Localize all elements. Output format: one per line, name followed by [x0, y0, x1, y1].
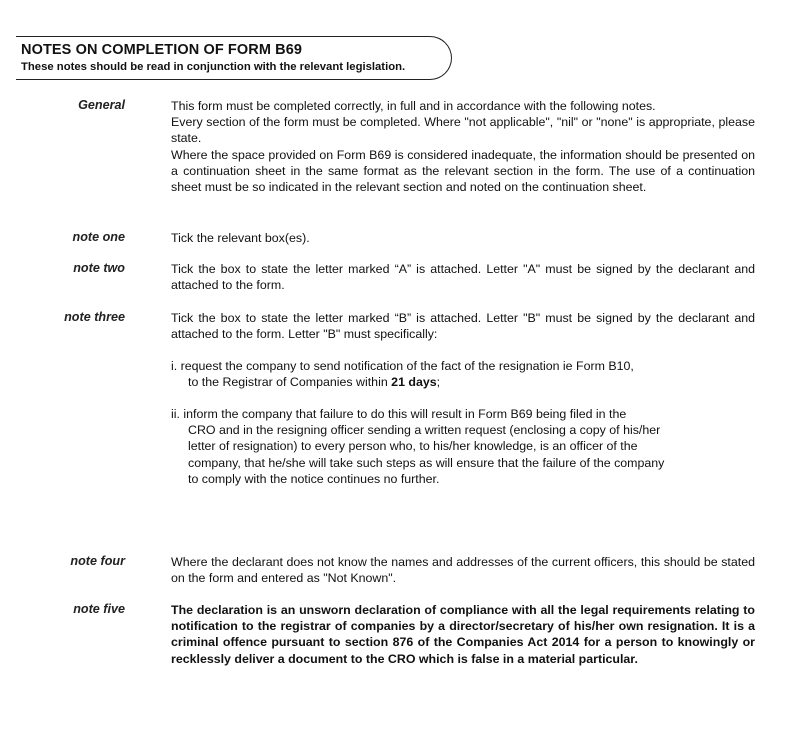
item-line-continued: [171, 374, 731, 390]
note-label: General: [78, 98, 125, 112]
note-three-item-ii: [171, 406, 731, 487]
item-text: to the Registrar of Companies within: [188, 375, 392, 390]
general-line: Every section of the form must be completed. Where "not applicable", "nil" or "none" is appropriate, please state.: [171, 115, 755, 146]
general-line: This form must be completed correctly, in full and in accordance with the following notes.: [171, 99, 656, 113]
note-body: Tick the box to state the letter marked “A” is attached. Letter "A" must be signed by the declarant and attached to the form.: [171, 262, 755, 293]
note-three-item-i: [171, 358, 731, 390]
general-line: Where the space provided on Form B69 is considered inadequate, the information should be presented on a continuation sheet in the same format as the relevant section in the form. The use of a continuation sheet must be so indicated in the relevant section and noted on the continuation sheet.: [171, 147, 755, 195]
item-line-continued: company, that he/she will take such steps as will ensure that the failure of the company: [188, 455, 665, 470]
deadline-emphasis: 21 days: [391, 375, 437, 390]
note-body: Where the declarant does not know the names and addresses of the current officers, this should be stated on the form and entered as "Not Known".: [171, 555, 755, 586]
note-label: note three: [64, 310, 125, 324]
page-subtitle: These notes should be read in conjunction with the relevant legislation.: [21, 61, 406, 73]
item-line-continued: CRO and in the resigning officer sending a written request (enclosing a copy of his/her: [188, 423, 661, 438]
note-body: Tick the box to state the letter marked “B” is attached. Letter "B" must be signed by the declarant and attached to the form. Letter "B" must specifically:: [171, 311, 755, 342]
item-line-continued: to comply with the notice continues no further.: [188, 471, 440, 486]
note-body: The declaration is an unsworn declaration of compliance with all the legal requirements relating to notification to the registrar of companies by a director/secretary of his/her own resignation. It is a criminal offence pursuant to section 876 of the Companies Act 2014 for a person to knowingly or recklessly deliver a document to the CRO which is false in a material particular.: [171, 603, 755, 666]
note-body: Tick the relevant box(es).: [171, 231, 310, 245]
item-line: i. request the company to send notification of the fact of the resignation ie Form B10,: [171, 359, 634, 373]
item-text: ;: [436, 375, 441, 390]
note-label: note two: [73, 261, 125, 275]
item-line: ii. inform the company that failure to do this will result in Form B69 being filed in the: [171, 407, 627, 421]
note-label: note one: [72, 230, 125, 244]
note-label: note four: [70, 554, 125, 568]
page-title: NOTES ON COMPLETION OF FORM B69: [21, 42, 303, 58]
note-label: note five: [73, 602, 125, 616]
item-line-continued: letter of resignation) to every person who, to his/her knowledge, is an officer of the: [188, 439, 638, 454]
header-top-rule: [16, 36, 36, 37]
note-body: [171, 98, 755, 195]
